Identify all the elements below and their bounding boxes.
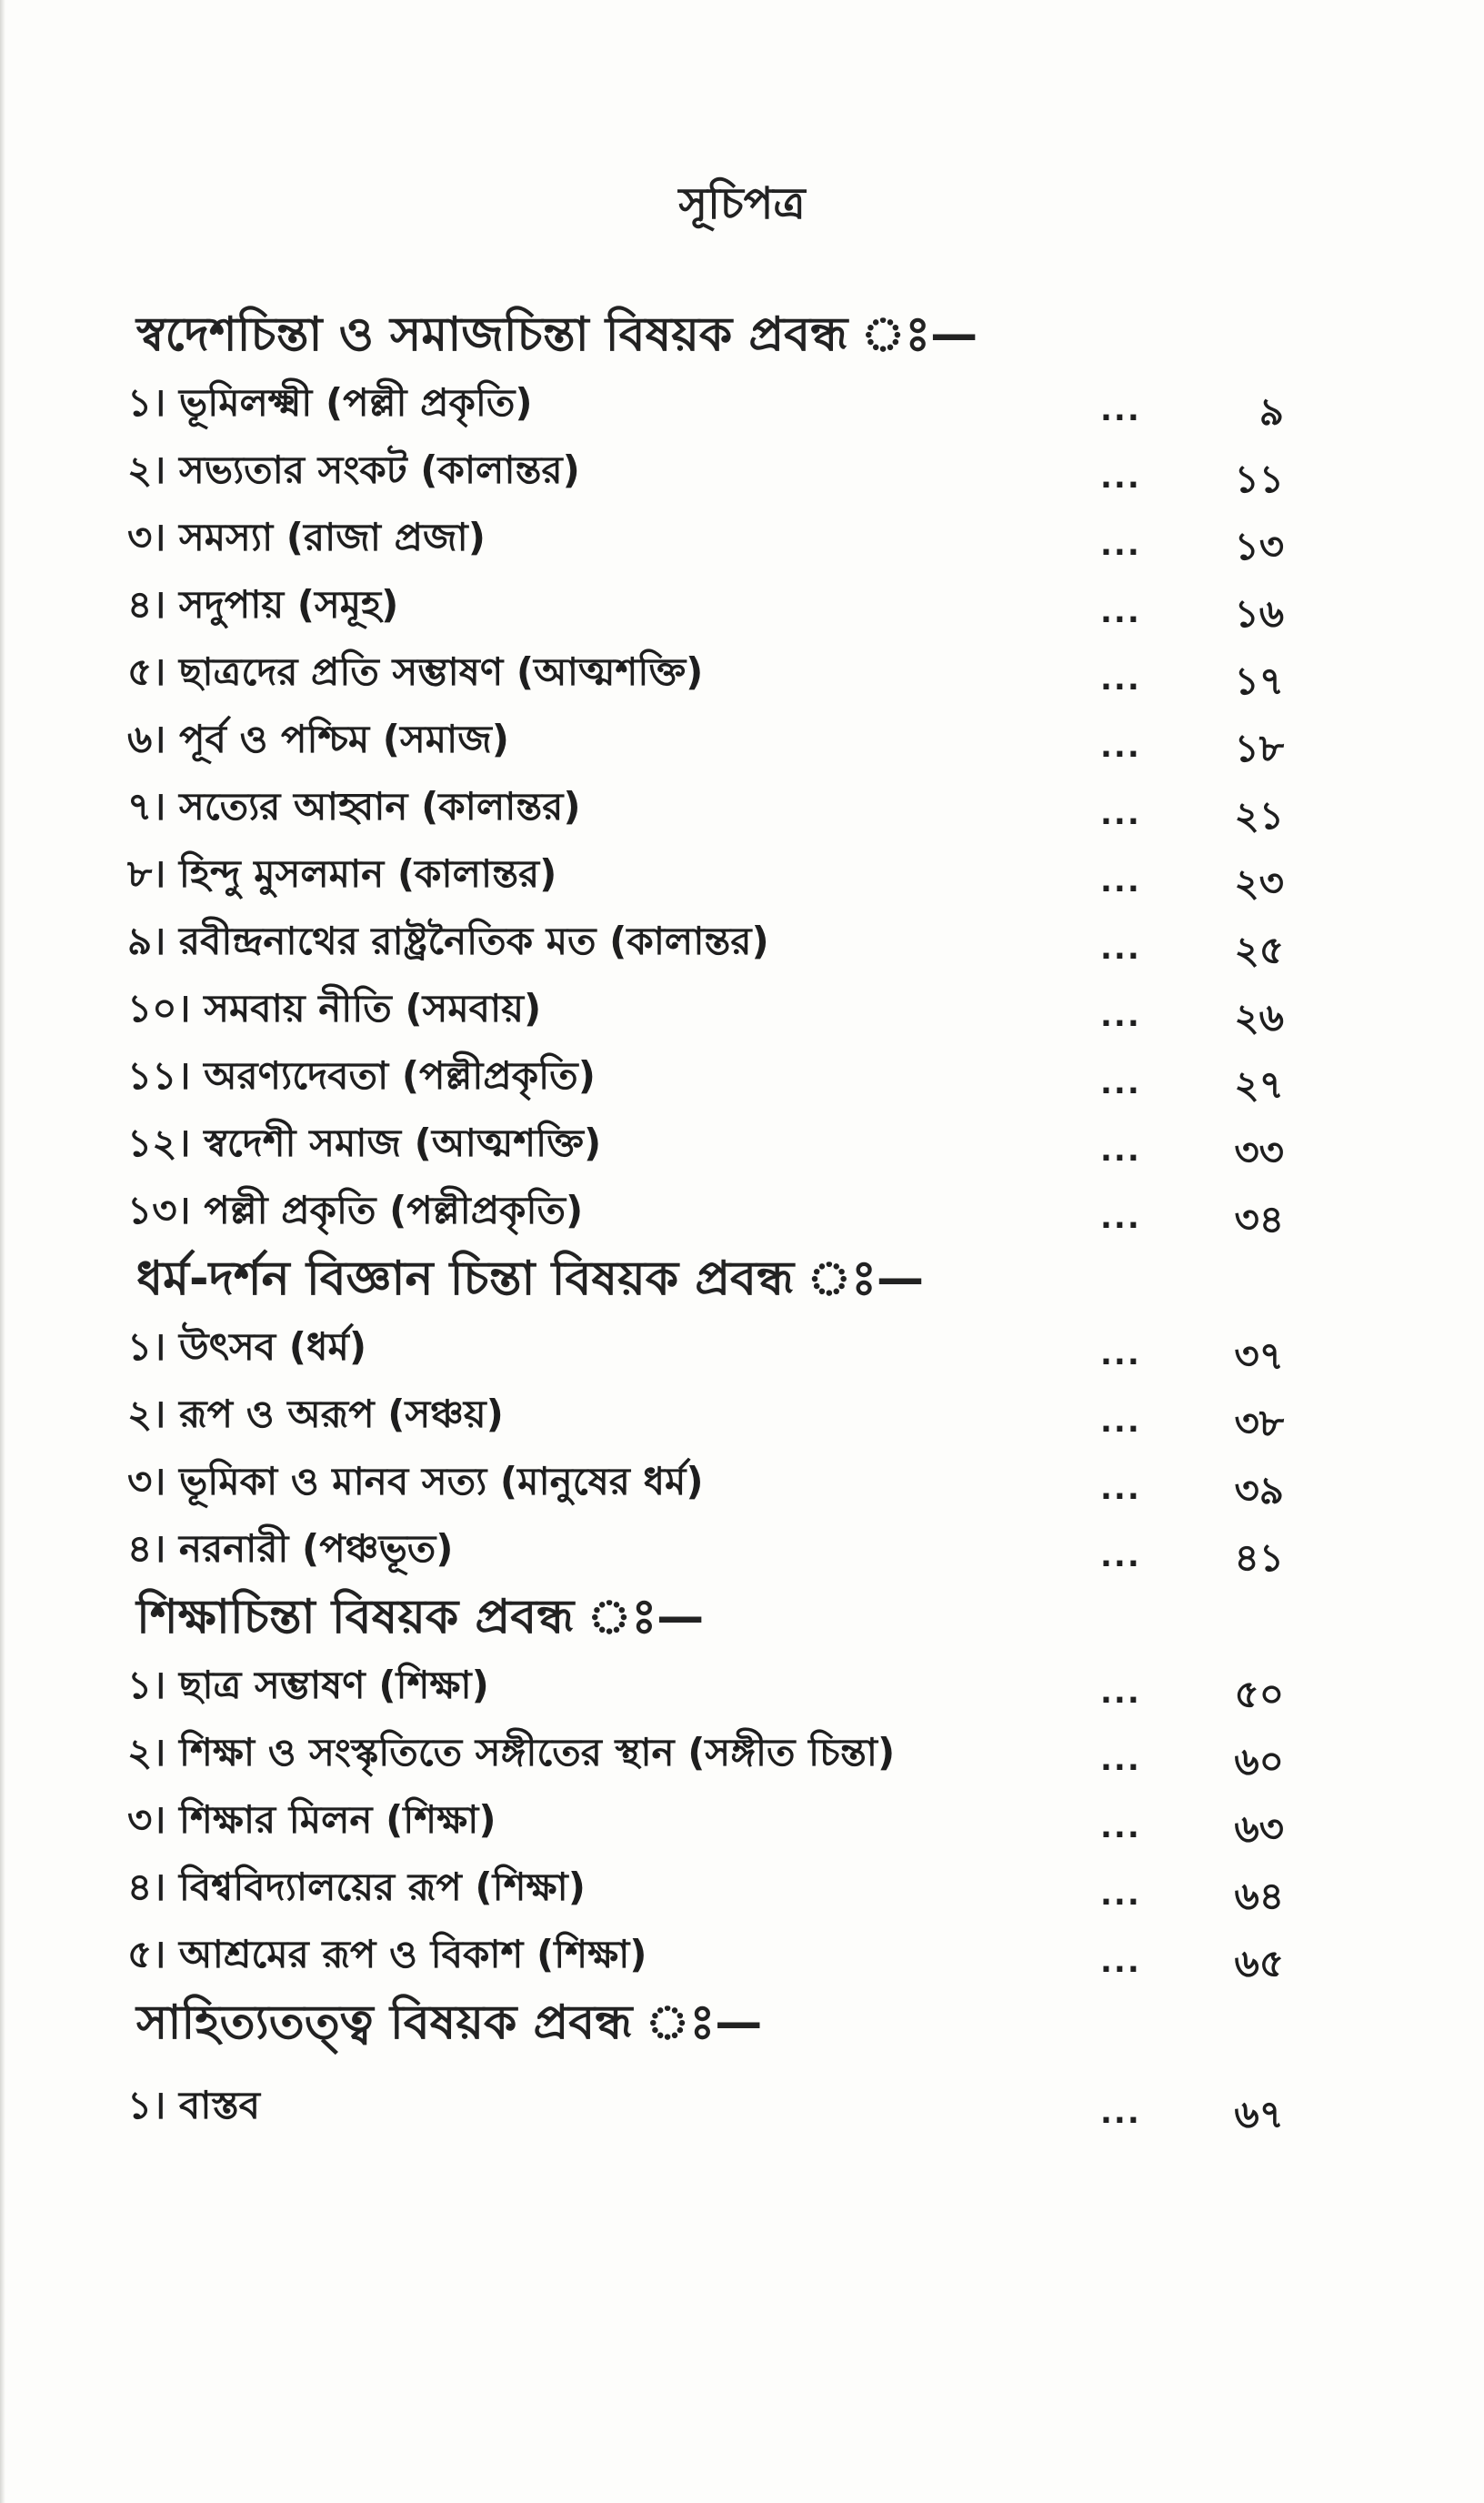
entry-leader-dots: ... (1100, 1132, 1141, 1169)
entry-leader-dots: ... (1100, 863, 1141, 900)
entry-title: ৯। রবীন্দ্রনাথের রাষ্ট্রনৈতিক মত (কালান্তর) (127, 919, 769, 963)
entry-title: ৬। পূর্ব ও পশ্চিম (সমাজ) (127, 717, 509, 761)
entry-page-number: ৪১ (1234, 1535, 1284, 1580)
entry-title: ৩। ভূমিকা ও মানব সত্য (মানুষের ধর্ম) (127, 1459, 704, 1503)
entry-page-number: ২১ (1234, 793, 1284, 838)
toc-section (0, 1988, 1484, 2139)
entry-page-number: ৩৪ (1234, 1197, 1284, 1241)
entry-leader-dots: ... (1100, 1876, 1141, 1913)
toc-entry (0, 1448, 1484, 1515)
toc-entry (0, 773, 1484, 840)
entry-page-number: ৯ (1258, 389, 1284, 434)
entry-page-number: ৬৫ (1234, 1941, 1284, 1985)
entry-title: ৮। হিন্দু মুসলমান (কালান্তর) (127, 851, 557, 896)
entry-page-number: ২৩ (1234, 860, 1284, 905)
toc-entry (0, 975, 1484, 1042)
toc-entry (0, 1515, 1484, 1583)
entry-leader-dots: ... (1100, 930, 1141, 967)
entry-leader-dots: ... (1100, 594, 1141, 630)
entry-title: ৫। ছাত্রদের প্রতি সম্ভাষণ (আত্মশক্তি) (127, 649, 704, 694)
entry-page-number: ১৮ (1234, 726, 1284, 770)
toc-entry (0, 1786, 1484, 1854)
entry-leader-dots: ... (1100, 1674, 1141, 1711)
toc-entry (0, 1921, 1484, 1988)
entry-title: ১১। অরণ্যদেবতা (পল্লীপ্রকৃতি) (127, 1053, 596, 1098)
entry-leader-dots: ... (1100, 1336, 1141, 1372)
entry-title: ১। ছাত্র সম্ভাষণ (শিক্ষা) (127, 1663, 489, 1707)
toc-entry (0, 504, 1484, 571)
entry-page-number: ৩৩ (1234, 1130, 1284, 1174)
toc-entry (0, 908, 1484, 975)
entry-page-number: ১৬ (1234, 591, 1284, 636)
entry-leader-dots: ... (1100, 1471, 1141, 1507)
entry-title: ৭। সত্যের আহ্বান (কালান্তর) (127, 784, 581, 829)
entry-leader-dots: ... (1100, 459, 1141, 496)
entry-title: ২। শিক্ষা ও সংস্কৃতিতে সঙ্গীতের স্থান (সঙ্গীত চিন্তা) (127, 1730, 896, 1774)
toc-section (0, 300, 1484, 1244)
entry-leader-dots: ... (1100, 1944, 1141, 1980)
entry-leader-dots: ... (1100, 729, 1141, 765)
page-title: সূচিপত্র (678, 178, 806, 229)
toc-entry (0, 1652, 1484, 1719)
entry-leader-dots: ... (1100, 1742, 1141, 1778)
entry-leader-dots: ... (1100, 1200, 1141, 1236)
toc-entry (0, 1042, 1484, 1110)
entry-leader-dots: ... (1100, 1538, 1141, 1574)
toc-entry (0, 706, 1484, 773)
entry-title: ১৩। পল্লী প্রকৃতি (পল্লীপ্রকৃতি) (127, 1188, 584, 1232)
entry-page-number: ৬৭ (1234, 2092, 1284, 2136)
entry-leader-dots: ... (1100, 661, 1141, 698)
toc-entry (0, 1313, 1484, 1381)
entry-leader-dots: ... (1100, 392, 1141, 428)
entry-title: ১। ভূমিলক্ষ্মী (পল্লী প্রকৃতি) (127, 380, 533, 425)
toc-entry (0, 571, 1484, 638)
entry-page-number: ১৩ (1234, 524, 1284, 568)
section-heading: ধর্ম-দর্শন বিজ্ঞান চিন্তা বিষয়ক প্রবন্ধ ঃ— (136, 1252, 924, 1306)
entry-page-number: ২৬ (1234, 995, 1284, 1040)
entry-leader-dots: ... (1100, 527, 1141, 563)
entry-page-number: ১৭ (1234, 658, 1284, 703)
entry-page-number: ১১ (1234, 457, 1284, 501)
entry-title: ২। সভ্যতার সংকট (কালান্তর) (127, 447, 580, 492)
entry-title: ৩। সমস্যা (রাজা প্রজা) (127, 515, 486, 559)
entry-title: ১০। সমবায় নীতি (সমবায়) (127, 986, 542, 1030)
toc-entry (0, 437, 1484, 504)
entry-page-number: ৩৮ (1234, 1401, 1284, 1445)
toc-entry (0, 840, 1484, 908)
toc-entry (0, 1719, 1484, 1786)
entry-title: ৫। আশ্রমের রূপ ও বিকাশ (শিক্ষা) (127, 1932, 647, 1976)
section-heading: শিক্ষাচিন্তা বিষয়ক প্রবন্ধ ঃ— (136, 1590, 705, 1644)
section-heading: সাহিত্যতত্ত্ব বিষয়ক প্রবন্ধ ঃ— (136, 1995, 763, 2050)
toc-entry (0, 1110, 1484, 1177)
entry-page-number: ৬০ (1234, 1739, 1284, 1784)
toc-entry (0, 2072, 1484, 2139)
entry-page-number: ২৭ (1234, 1062, 1284, 1107)
entry-title: ৪। সদুপায় (সমূহ) (127, 582, 399, 627)
toc-section (0, 1244, 1484, 1583)
entry-title: ১২। স্বদেশী সমাজ (আত্মশক্তি) (127, 1121, 602, 1165)
entry-page-number: ৬৩ (1234, 1806, 1284, 1851)
toc-entry (0, 1177, 1484, 1244)
entry-title: ২। রূপ ও অরূপ (সঞ্চয়) (127, 1392, 504, 1436)
entry-page-number: ৩৭ (1234, 1333, 1284, 1378)
entry-page-number: ২৫ (1234, 928, 1284, 972)
toc-entry (0, 1381, 1484, 1448)
section-heading: স্বদেশচিন্তা ও সমাজচিন্তা বিষয়ক প্রবন্ধ ঃ— (136, 307, 978, 362)
toc-entry (0, 369, 1484, 437)
entry-title: ৩। শিক্ষার মিলন (শিক্ষা) (127, 1797, 496, 1842)
entry-leader-dots: ... (1100, 2095, 1141, 2131)
entry-page-number: ৫০ (1234, 1672, 1284, 1716)
table-of-contents (0, 300, 1484, 2139)
entry-page-number: ৬৪ (1234, 1874, 1284, 1918)
toc-entry (0, 638, 1484, 706)
entry-title: ১। বাস্তব (127, 2083, 261, 2127)
entry-leader-dots: ... (1100, 1065, 1141, 1101)
entry-leader-dots: ... (1100, 796, 1141, 832)
entry-page-number: ৩৯ (1234, 1468, 1284, 1513)
entry-title: ৪। বিশ্ববিদ্যালয়ের রূপ (শিক্ষা) (127, 1865, 586, 1909)
entry-leader-dots: ... (1100, 998, 1141, 1034)
toc-entry (0, 1854, 1484, 1921)
entry-leader-dots: ... (1100, 1809, 1141, 1845)
entry-leader-dots: ... (1100, 1403, 1141, 1440)
entry-title: ৪। নরনারী (পঞ্চভূত) (127, 1526, 454, 1571)
entry-title: ১। উৎসব (ধর্ম) (127, 1324, 367, 1369)
toc-section (0, 1583, 1484, 1988)
